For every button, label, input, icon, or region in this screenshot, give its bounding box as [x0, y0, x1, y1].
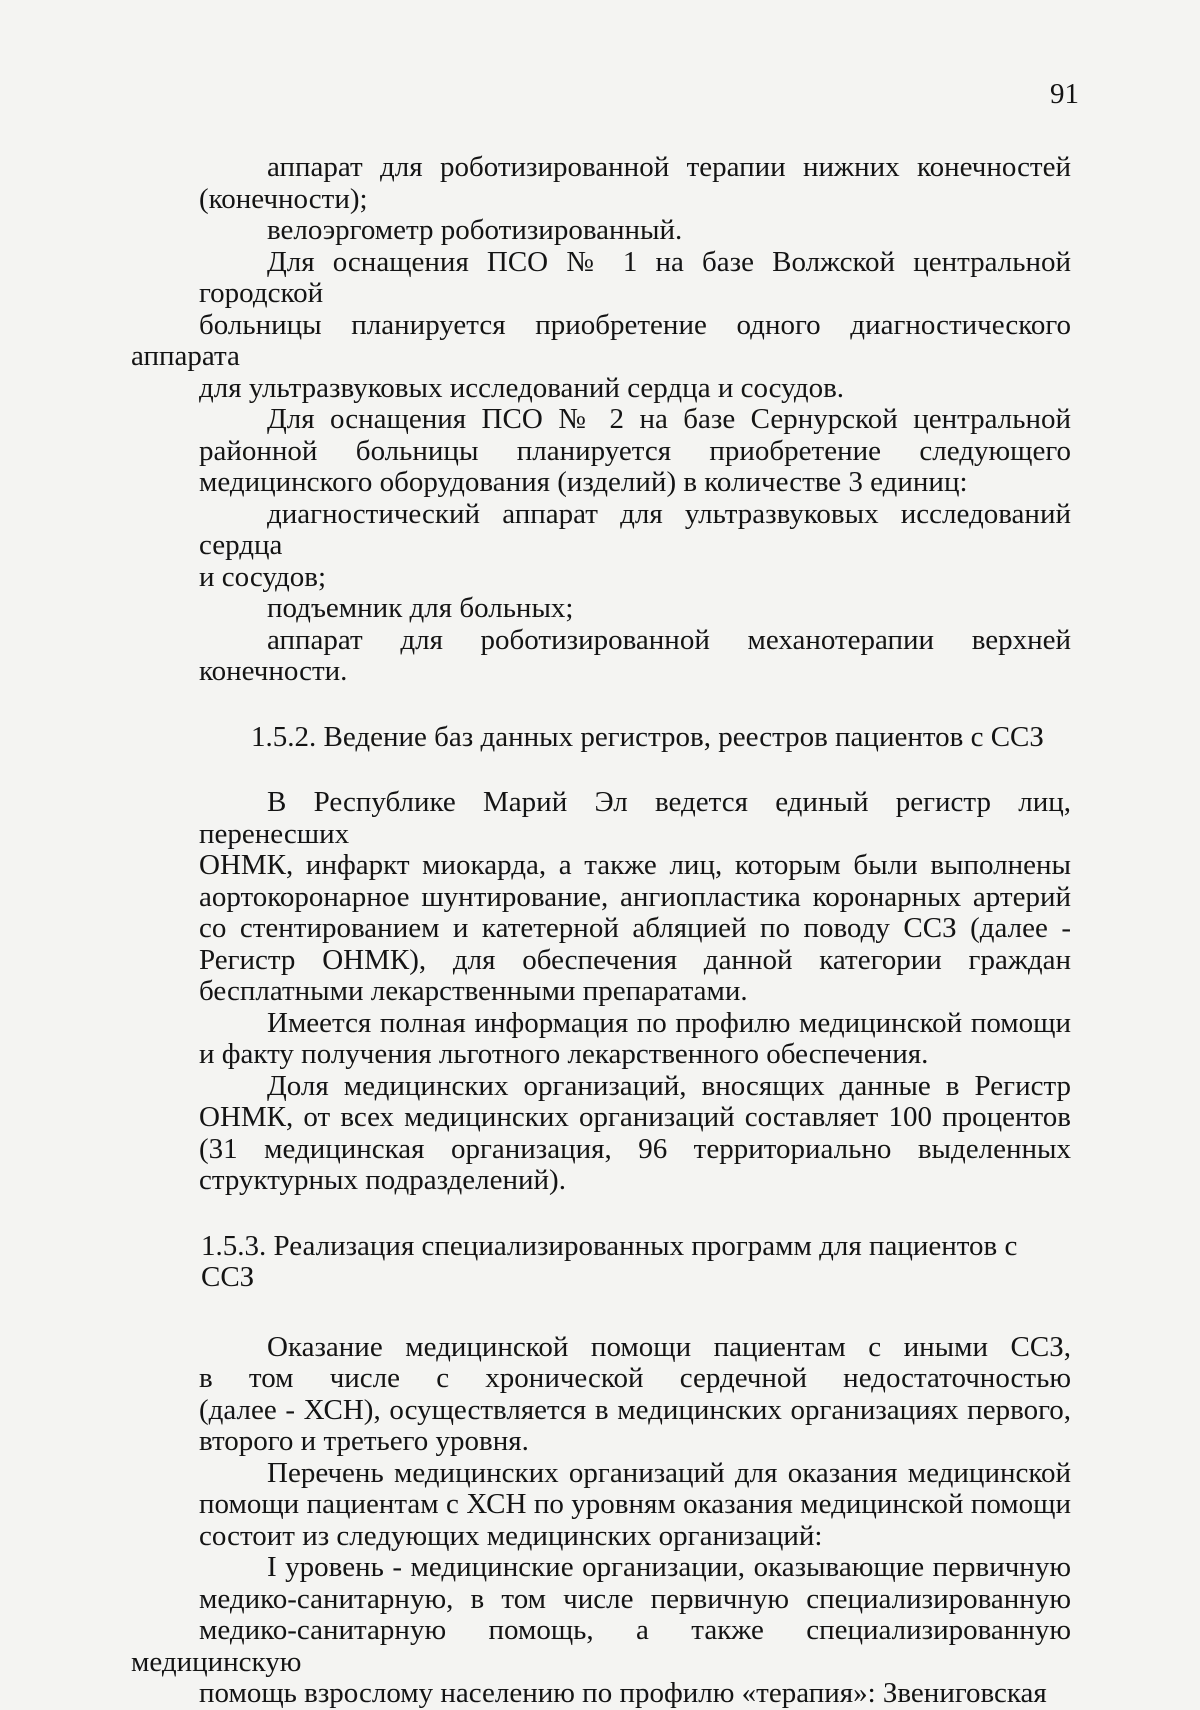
paragraph [199, 404, 1071, 499]
page-number: 91 [1050, 78, 1079, 110]
paragraph [199, 152, 1071, 215]
text-line: Регистр ОНМК), для обеспечения данной категории граждан [199, 943, 1071, 976]
text-line: помощь взрослому населению по профилю «терапия»: Звениговская [199, 1677, 1047, 1709]
text-line: со стентированием и катетерной абляцией по поводу ССЗ (далее - [199, 912, 1071, 944]
text-line: второго и третьего уровня. [199, 1425, 529, 1457]
text-line: Оказание медицинской помощи пациентам с иными ССЗ, [267, 1330, 1071, 1363]
text-line: ОНМК, инфаркт миокарда, а также лиц, которым были выполнены [199, 849, 1071, 881]
text-line: Для оснащения ПСО № 2 на базе Сернурской центральной [267, 403, 1071, 435]
text-line: и факту получения льготного лекарственного обеспечения. [199, 1038, 929, 1070]
text-line: медицинского оборудования (изделий) в количестве 3 единиц: [199, 466, 968, 498]
text-line: (31 медицинская организация, 96 территориально выделенных [199, 1132, 1071, 1165]
text-line: Для оснащения ПСО № 1 на базе Волжской центральной городской [199, 245, 1071, 309]
text-line: структурных подразделений). [199, 1164, 566, 1196]
text-line: аортокоронарное шунтирование, ангиопластика коронарных артерий [199, 880, 1071, 913]
text-line: (далее - ХСН), осуществляется в медицинских организациях первого, [199, 1393, 1071, 1426]
text-line: Доля медицинских организаций, вносящих данные в Регистр [267, 1069, 1071, 1102]
text-line: конечности. [199, 655, 348, 687]
text-line: диагностический аппарат для ультразвуковых исследований сердца [199, 497, 1071, 561]
paragraph [199, 1071, 1071, 1197]
text-line: помощи пациентам с ХСН по уровням оказания медицинской помощи [199, 1488, 1071, 1520]
text-line: для ультразвуковых исследований сердца и сосудов. [199, 371, 845, 404]
paragraph [199, 593, 1071, 625]
text-line: Имеется полная информация по профилю медицинской помощи [267, 1006, 1071, 1039]
text-line: В Республике Марий Эл ведется единый регистр лиц, перенесших [199, 786, 1071, 850]
paragraph [199, 1008, 1071, 1071]
paragraph [199, 787, 1071, 1008]
section-heading-1-5-3: 1.5.3. Реализация специализированных программ для пациентов с ССЗ [201, 1229, 1018, 1293]
paragraph [199, 499, 1071, 594]
text-line: (конечности); [199, 182, 368, 215]
document-body [131, 151, 1071, 1710]
text-line: аппарат для роботизированной терапии нижних конечностей [267, 151, 1071, 183]
text-line: подъемник для больных; [267, 592, 574, 624]
text-line: районной больницы планируется приобретение следующего [199, 434, 1071, 467]
text-line: бесплатными лекарственными препаратами. [199, 975, 748, 1007]
equipment-list-section [131, 151, 1071, 688]
paragraph [199, 625, 1071, 688]
text-line: медико-санитарную, в том числе первичную специализированную [199, 1582, 1071, 1615]
text-line: ОНМК, от всех медицинских организаций составляет 100 процентов [199, 1101, 1071, 1133]
text-line: медико-санитарную помощь, а также специализированную медицинскую [131, 1614, 1071, 1678]
paragraph [199, 215, 1071, 247]
text-line: аппарат для роботизированной механотерапии верхней [267, 623, 1071, 656]
programs-section [131, 1330, 1071, 1710]
text-line: больницы планируется приобретение одного диагностического аппарата [131, 308, 1071, 372]
paragraph [131, 1551, 1071, 1710]
paragraph [131, 245, 1071, 405]
text-line: и сосудов; [199, 560, 327, 593]
paragraph [199, 1332, 1071, 1458]
text-line: I уровень - медицинские организации, оказывающие первичную [267, 1551, 1071, 1583]
text-line: Перечень медицинских организаций для оказания медицинской [267, 1456, 1071, 1489]
paragraph [199, 1458, 1071, 1553]
text-line: в том числе с хронической сердечной недостаточностью [199, 1362, 1071, 1394]
text-line: велоэргометр роботизированный. [267, 214, 683, 246]
registry-section [199, 787, 1071, 1197]
text-line: состоит из следующих медицинских организаций: [199, 1519, 823, 1552]
section-heading-1-5-2: 1.5.2. Ведение баз данных регистров, реестров пациентов с ССЗ [251, 720, 1044, 753]
